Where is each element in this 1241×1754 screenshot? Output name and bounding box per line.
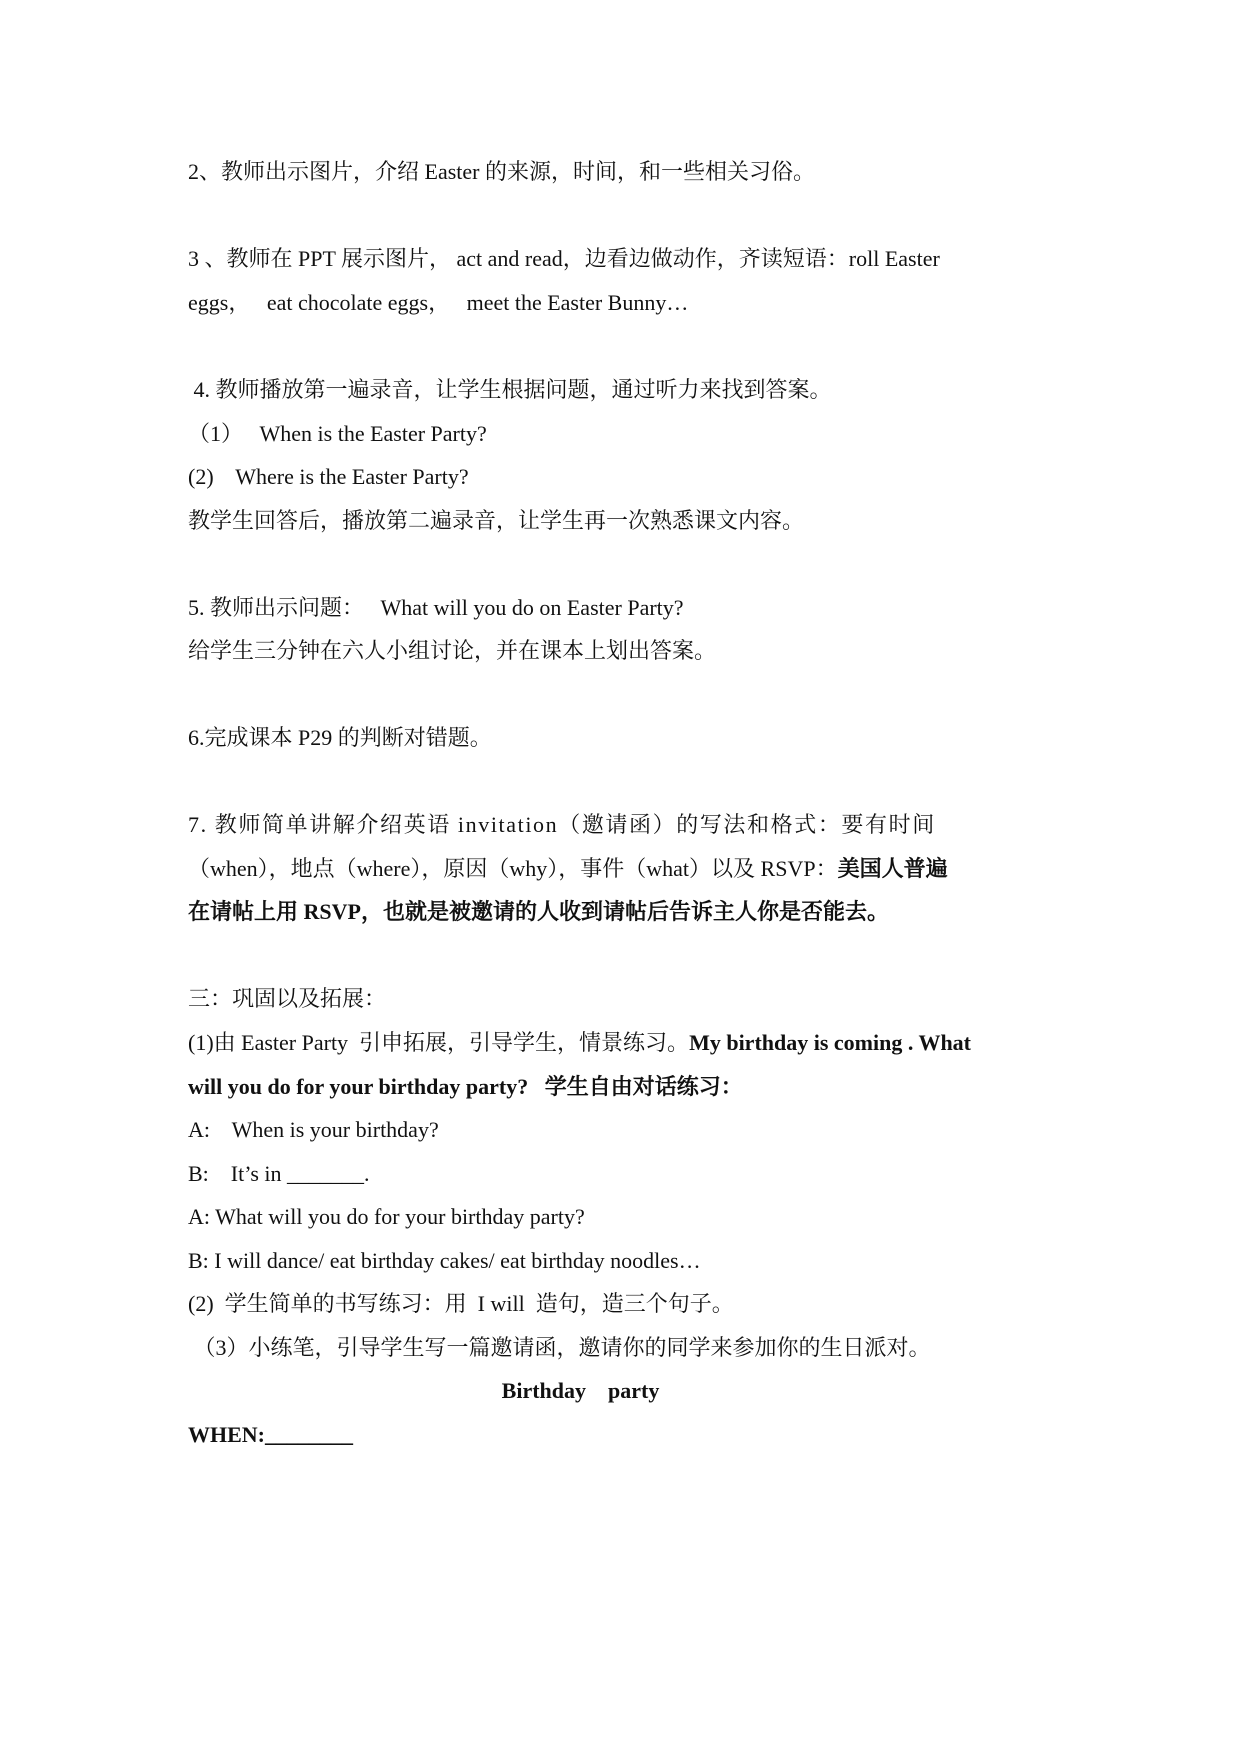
step-5-line-2: 给学生三分钟在六人小组讨论，并在课本上划出答案。 — [188, 638, 717, 663]
step-4-followup: 教学生回答后，播放第二遍录音，让学生再一次熟悉课文内容。 — [188, 508, 805, 533]
step-7-line-2-bold: 美国人普遍 — [837, 856, 948, 881]
step-7-line-2-text: （when），地点（where），原因（why），事件（what）以及 RSVP： — [188, 856, 838, 881]
step-7-line-1: 7. 教师简单讲解介绍英语 invitation（邀请函）的写法和格式：要有时间 — [188, 812, 936, 837]
dialogue-a-1: A: When is your birthday? — [188, 1117, 439, 1142]
step-6-line: 6.完成课本 P29 的判断对错题。 — [188, 725, 492, 750]
step-3-line-1: 3 、教师在 PPT 展示图片， act and read，边看边做动作，齐读短语：roll Easter — [188, 246, 940, 271]
birthday-party-title: Birthday party — [501, 1378, 660, 1403]
dialogue-b-2: B: I will dance/ eat birthday cakes/ eat birthday noodles… — [188, 1248, 701, 1273]
step-3-line-2: eggs， eat chocolate eggs， meet the Easter Bunny… — [188, 290, 689, 315]
practice-1-line-1 — [188, 1028, 971, 1058]
practice-1-text: (1)由 Easter Party 引申拓展，引导学生，情景练习。 — [188, 1030, 690, 1055]
step-7-line-2 — [188, 854, 948, 884]
dialogue-a-2: A: What will you do for your birthday party? — [188, 1204, 585, 1229]
step-2-line: 2、教师出示图片，介绍 Easter 的来源，时间，和一些相关习俗。 — [188, 159, 815, 184]
section-3-heading: 三：巩固以及拓展： — [188, 986, 387, 1011]
step-5-line-1: 5. 教师出示问题： What will you do on Easter Party? — [188, 595, 684, 620]
practice-1-line-2: will you do for your birthday party? 学生自由对话练习： — [188, 1074, 743, 1099]
dialogue-b-1: B: It’s in _______. — [188, 1161, 370, 1186]
practice-1-bold: My birthday is coming . What — [689, 1030, 972, 1055]
practice-3-line: （3）小练笔，引导学生写一篇邀请函，邀请你的同学来参加你的生日派对。 — [188, 1335, 931, 1360]
question-1: （1） When is the Easter Party? — [188, 421, 487, 446]
step-7-line-3: 在请帖上用 RSVP，也就是被邀请的人收到请帖后告诉主人你是否能去。 — [188, 899, 889, 924]
practice-2-line: (2) 学生简单的书写练习：用 I will 造句，造三个句子。 — [188, 1291, 734, 1316]
when-field: WHEN:________ — [188, 1422, 353, 1447]
question-2: (2) Where is the Easter Party? — [188, 464, 469, 489]
step-4-line: 4. 教师播放第一遍录音，让学生根据问题，通过听力来找到答案。 — [188, 377, 832, 402]
